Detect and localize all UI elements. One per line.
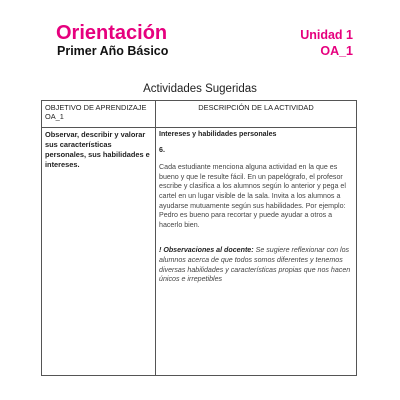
table-row	[42, 128, 357, 376]
oa-code: OA_1	[320, 44, 353, 58]
table-header-row	[42, 101, 357, 128]
observations-label: ! Observaciones al docente:	[159, 246, 254, 255]
activity-number: 6.	[159, 145, 165, 154]
teacher-observations	[159, 246, 353, 284]
description-cell	[156, 128, 357, 376]
activity-title: Intereses y habilidades personales	[159, 130, 277, 138]
grade-subtitle: Primer Año Básico	[57, 44, 169, 58]
unit-label: Unidad 1	[300, 28, 353, 42]
objective-cell: Observar, describir y valorar sus características personales, sus habilidades e intereses.	[42, 128, 156, 376]
objective-column-header: OBJETIVO DE APRENDIZAJE OA_1	[42, 101, 156, 128]
activity-body: Cada estudiante menciona alguna actividad en la que es bueno y que le resulte fácil. En un papelógrafo, el profesor escribe y clasifica a los alumnos según lo anterior y pega el cartel en un lugar visible de la sala. Invita a los alumnos a ayudarse mutuamente según sus habilidades. Por ejemplo: Pedro es bueno para recortar y puede ayudar a otros a hacerlo bien.	[159, 163, 346, 229]
section-title: Actividades Sugeridas	[143, 83, 257, 95]
activity-table	[41, 100, 357, 376]
observations-text: Se sugiere reflexionar con los alumnos acerca de que todos somos diferentes y tenemos diversas habilidades y características propias que nos hacen únicos e irrepetibles	[159, 246, 351, 284]
subject-title: Orientación	[56, 22, 168, 44]
description-column-header: DESCRIPCIÓN DE LA ACTIVIDAD	[156, 101, 357, 128]
